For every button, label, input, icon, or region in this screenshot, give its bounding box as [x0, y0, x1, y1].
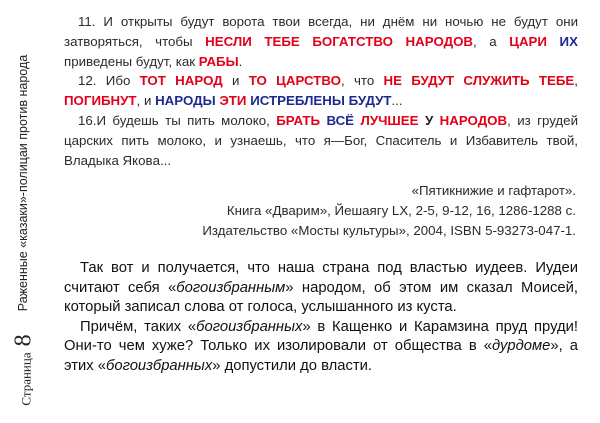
text-run: ,: [574, 73, 578, 89]
commentary-paragraph-2: [64, 318, 578, 377]
highlighted-phrase: ИХ: [559, 33, 578, 49]
highlighted-phrase: ВСЁ: [326, 112, 355, 128]
highlighted-phrase: БРАТЬ: [276, 112, 321, 128]
text-run: » народом, об этом им сказал Моисей, который записал слова от голоса, услышанного из куста.: [64, 279, 578, 316]
commentary-paragraph-1: [64, 259, 578, 318]
highlighted-phrase: У: [424, 112, 434, 128]
highlighted-phrase: ТО ЦАРСТВО: [248, 73, 341, 89]
highlighted-phrase: НАРОДОВ: [439, 112, 508, 128]
highlighted-phrase: ИСТРЕБЛЕНЫ БУДУТ: [250, 93, 392, 109]
quote-verse-12: [64, 71, 578, 111]
text-run: , из грудей царских пить молоко, и узнаешь, что я—Бог, Спаситель и Избавитель твой, Владыка Яковa...: [64, 112, 578, 168]
highlighted-phrase: ТОТ НАРОД: [139, 73, 223, 89]
running-title: Раженные «казаки»-полицаи против народа: [16, 54, 30, 312]
highlighted-phrase: ЭТИ: [219, 93, 247, 109]
text-run: , и: [136, 93, 156, 109]
text-run: 16.И будешь ты пить молоко,: [78, 112, 277, 128]
page-number-label: [11, 334, 38, 405]
emphasized-word: богоизбранным: [176, 279, 286, 296]
highlighted-phrase: НАРОДЫ: [155, 93, 216, 109]
text-run: » допустили до власти.: [212, 357, 373, 374]
scripture-quote: [64, 12, 578, 170]
text-run: [547, 34, 560, 49]
highlighted-phrase: РАБЫ: [198, 53, 239, 69]
highlighted-phrase: ЦАРИ: [509, 33, 547, 49]
citation-book: Книга «Дварим», Йешаягу LX, 2-5, 9-12, 16, 1286-1288 с.: [226, 202, 576, 218]
source-citation: [202, 181, 576, 240]
text-run: , а: [473, 33, 510, 49]
highlighted-phrase: ПОГИБНУТ: [64, 93, 137, 109]
citation-publisher: Издательство «Мосты культуры», 2004, ISBN 5-93273-047-1.: [202, 222, 576, 238]
emphasized-word: богоизбранных: [106, 357, 213, 374]
emphasized-word: дурдоме: [491, 338, 551, 355]
page-word: Страница: [18, 352, 34, 406]
text-run: », а этих «: [64, 338, 579, 374]
highlighted-phrase: НЕ БУДУТ СЛУЖИТЬ ТЕБЕ: [383, 73, 575, 89]
quote-verse-11: [64, 12, 578, 71]
quote-verse-16: [64, 111, 578, 170]
text-run: , что: [341, 73, 384, 89]
text-run: 12. Ибо: [78, 73, 140, 89]
citation-title: «Пятикнижие и гафтарот».: [411, 183, 576, 198]
text-run: и: [222, 73, 249, 89]
highlighted-phrase: НЕСЛИ ТЕБЕ БОГАТСТВО НАРОДОВ: [205, 33, 474, 49]
emphasized-word: богоизбранных: [196, 318, 303, 335]
page-number: 8: [10, 334, 37, 347]
highlighted-phrase: ЛУЧШЕЕ: [360, 112, 419, 128]
text-run: .: [238, 53, 243, 69]
text-run: Причём, таких «: [80, 318, 197, 335]
text-run: » в Кащенко и Карамзина пруд пруди! Они-то чем хуже? Только их изолировали от общества в «: [64, 318, 578, 355]
text-run: Так вот и получается, что наша страна под властью иудеев. Иудеи считают себя «: [64, 260, 578, 296]
text-run: 11. И открыты будут ворота твои всегда, ни днём ни ночью не будут они затворяться, чтобы: [64, 14, 578, 49]
text-run: приведены будут, как: [64, 53, 199, 69]
commentary: [64, 259, 578, 377]
text-run: ...: [391, 93, 403, 109]
